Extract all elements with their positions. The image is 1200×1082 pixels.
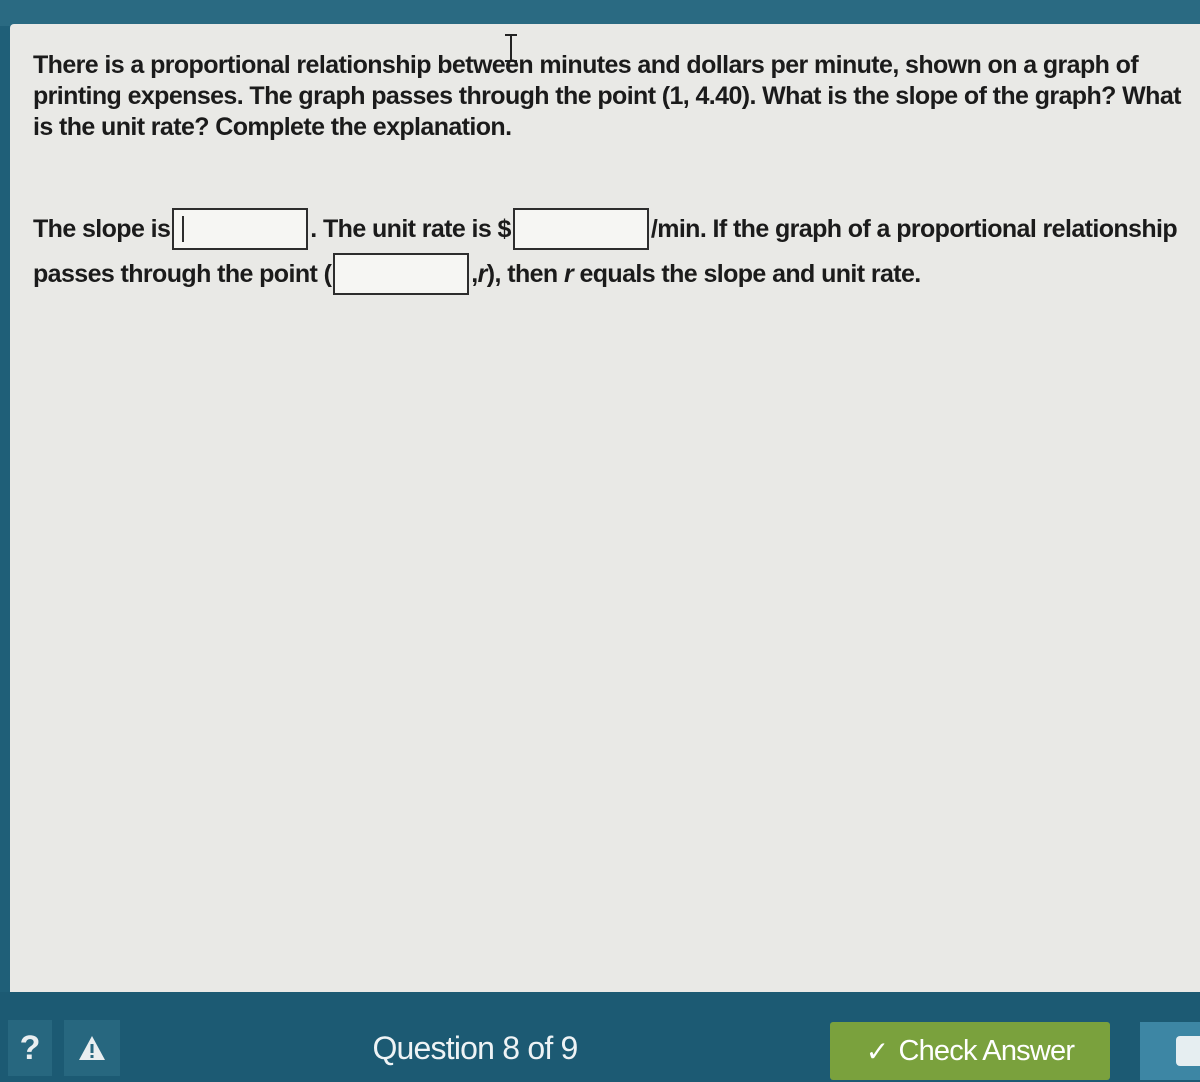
- help-button[interactable]: [8, 1020, 52, 1076]
- unit-rate-input[interactable]: [513, 208, 649, 250]
- point-label: passes through the point (: [33, 259, 332, 288]
- input-caret: [182, 216, 184, 242]
- slope-input[interactable]: [172, 208, 308, 250]
- point-x-input[interactable]: [333, 253, 469, 295]
- point-variable: r: [477, 259, 487, 288]
- warning-triangle-icon: [77, 1034, 107, 1062]
- slope-label: The slope is: [33, 214, 171, 243]
- conclusion-text: equals the slope and unit rate.: [579, 259, 921, 288]
- unit-rate-label: . The unit rate is $: [310, 214, 511, 243]
- check-answer-label: Check Answer: [898, 1034, 1075, 1067]
- conclusion-variable: r: [563, 259, 574, 288]
- question-panel: [10, 24, 1200, 992]
- question-text: There is a proportional relationship between minutes and dollars per minute, shown on a graph of printing expenses. The graph passes through the point (1, 4.40). What is the slope of the graph? What is the unit rate? Complete the explanation.: [33, 51, 1181, 141]
- point-comma: ,: [471, 259, 478, 288]
- unit-rate-suffix: /min. If the graph of a proportional relationship: [650, 214, 1178, 243]
- question-counter: Question 8 of 9: [372, 1029, 578, 1066]
- point-close-text: ), then: [486, 259, 558, 288]
- top-bar: [0, 0, 1200, 26]
- explanation-line-2: [33, 252, 921, 296]
- check-icon: ✓: [865, 1035, 889, 1067]
- alert-button[interactable]: [64, 1020, 120, 1076]
- explanation-line-1: [33, 208, 1177, 250]
- check-answer-button[interactable]: [830, 1022, 1110, 1080]
- question-mark-icon: ?: [19, 1028, 41, 1067]
- next-icon: [1176, 1036, 1200, 1066]
- next-button[interactable]: [1140, 1022, 1200, 1080]
